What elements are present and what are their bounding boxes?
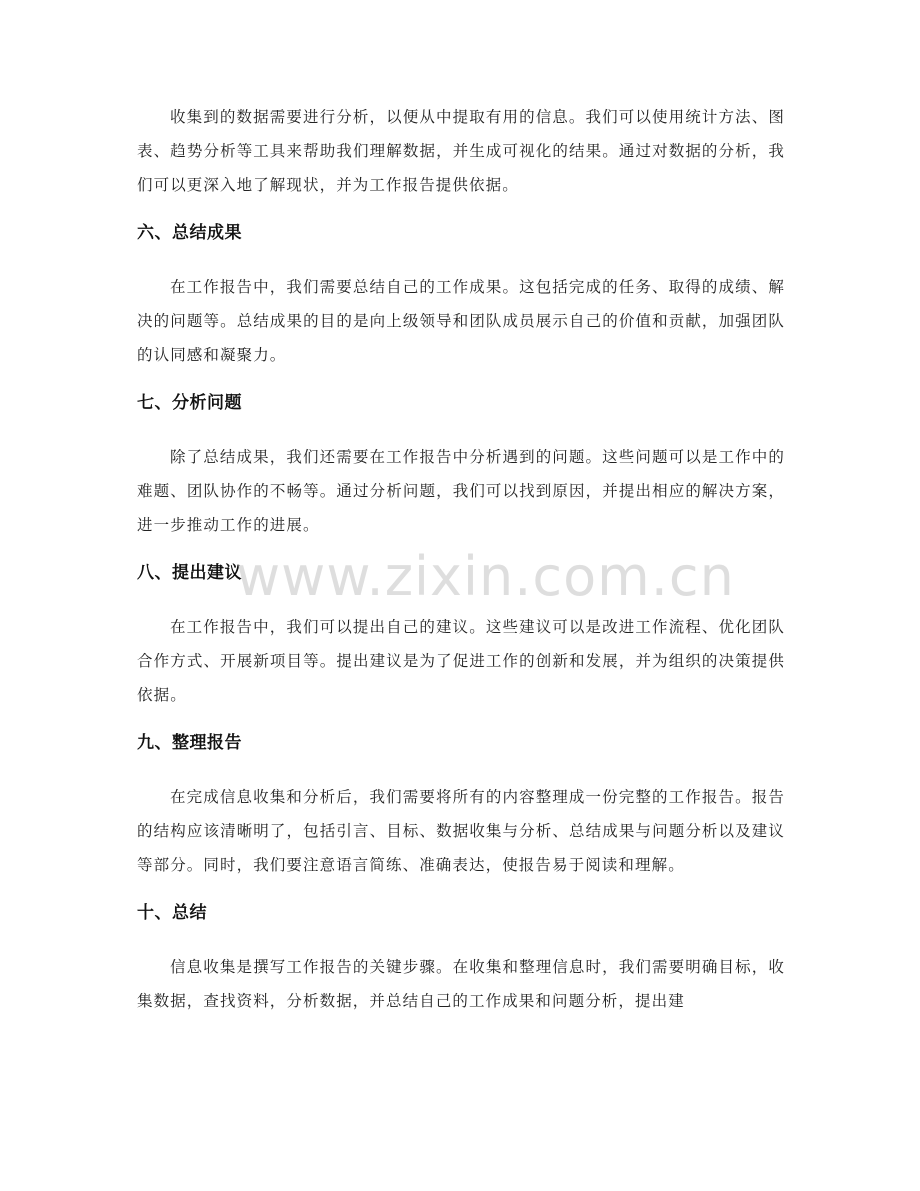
paragraph-data-analysis: 收集到的数据需要进行分析，以便从中提取有用的信息。我们可以使用统计方法、图表、趋势分析等工具来帮助我们理解数据，并生成可视化的结果。通过对数据的分析，我们可以更深入地了解现状，并为工作报告提供依据。 [137, 108, 785, 194]
paragraph-make-suggestions: 在工作报告中，我们可以提出自己的建议。这些建议可以是改进工作流程、优化团队合作方式、开展新项目等。提出建议是为了促进工作的创新和发展，并为组织的决策提供依据。 [137, 618, 785, 704]
paragraph-organize-report: 在完成信息收集和分析后，我们需要将所有的内容整理成一份完整的工作报告。报告的结构应该清晰明了，包括引言、目标、数据收集与分析、总结成果与问题分析以及建议等部分。同时，我们要注意语言简练、准确表达，使报告易于阅读和理解。 [137, 788, 785, 874]
heading-summarize-results: 六、总结成果 [137, 223, 242, 243]
heading-make-suggestions: 八、提出建议 [137, 563, 242, 583]
heading-analyze-problems: 七、分析问题 [137, 393, 242, 413]
heading-conclusion: 十、总结 [137, 903, 207, 923]
paragraph-analyze-problems: 除了总结成果，我们还需要在工作报告中分析遇到的问题。这些问题可以是工作中的难题、团队协作的不畅等。通过分析问题，我们可以找到原因，并提出相应的解决方案，进一步推动工作的进展。 [137, 448, 785, 534]
paragraph-conclusion: 信息收集是撰写工作报告的关键步骤。在收集和整理信息时，我们需要明确目标，收集数据，查找资料，分析数据，并总结自己的工作成果和问题分析，提出建 [137, 958, 785, 1010]
heading-organize-report: 九、整理报告 [137, 733, 242, 753]
watermark: www.zixin.com.cn [236, 545, 735, 608]
document-body [137, 100, 785, 1018]
paragraph-summarize-results: 在工作报告中，我们需要总结自己的工作成果。这包括完成的任务、取得的成绩、解决的问题等。总结成果的目的是向上级领导和团队成员展示自己的价值和贡献，加强团队的认同感和凝聚力。 [137, 278, 785, 364]
